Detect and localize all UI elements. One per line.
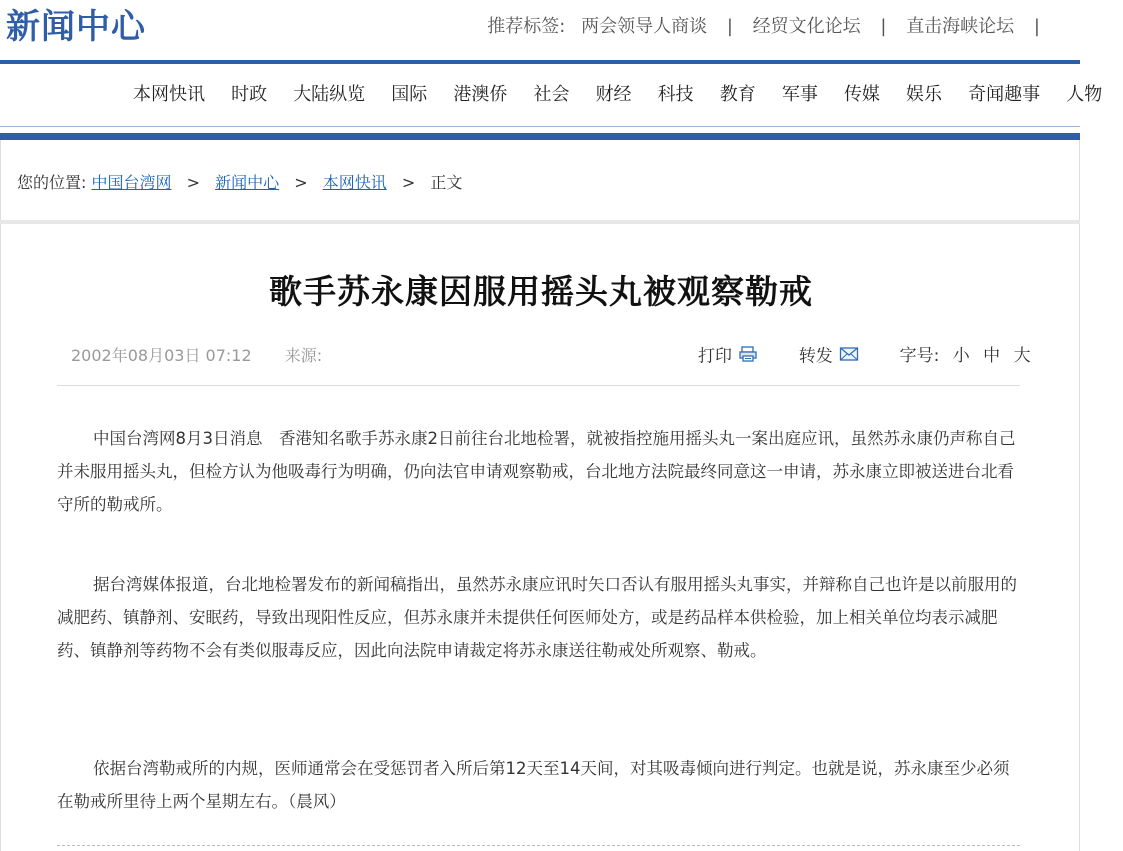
tag-separator: | xyxy=(1033,16,1040,37)
tag-separator: | xyxy=(726,16,733,37)
breadcrumb-separator: > xyxy=(401,173,416,192)
breadcrumb xyxy=(17,170,462,193)
font-size-medium[interactable]: 中 xyxy=(983,346,1001,366)
nav-item[interactable]: 大陆纵览 xyxy=(293,84,366,105)
nav-item[interactable]: 财经 xyxy=(595,84,632,105)
breadcrumb-link[interactable]: 中国台湾网 xyxy=(91,173,172,192)
article-tools xyxy=(698,341,1031,366)
article-footer-divider xyxy=(57,845,1020,846)
font-size-label: 字号: xyxy=(899,346,940,366)
forward-label: 转发 xyxy=(798,346,833,366)
recommended-tags xyxy=(487,14,1054,40)
font-size-small[interactable]: 小 xyxy=(952,346,970,366)
nav-item[interactable]: 本网快讯 xyxy=(133,84,205,105)
article-paragraph: 依据台湾勒戒所的内规，医师通常会在受惩罚者入所后第12天至14天间，对其吸毒倾向进行判定。也就是说，苏永康至少必须在勒戒所里待上两个星期左右。（晨风） xyxy=(57,759,1010,811)
nav-item[interactable]: 奇闻趣事 xyxy=(968,84,1041,105)
article-header-divider xyxy=(57,385,1020,386)
nav-item[interactable]: 人物 xyxy=(1066,84,1103,105)
nav-item[interactable]: 科技 xyxy=(657,84,694,105)
article-title: 歌手苏永康因服用摇头丸被观察勒戒 xyxy=(269,272,813,311)
print-label: 打印 xyxy=(698,346,732,366)
nav-item[interactable]: 教育 xyxy=(719,84,756,105)
nav-item[interactable]: 军事 xyxy=(781,84,818,105)
top-header xyxy=(0,0,1080,58)
envelope-icon xyxy=(839,346,859,362)
printer-icon xyxy=(738,346,758,362)
rec-tag-link[interactable]: 直击海峡论坛 xyxy=(906,16,1015,37)
nav-item[interactable]: 港澳侨 xyxy=(453,84,508,105)
breadcrumb-current: 正文 xyxy=(430,173,463,192)
content-top-band xyxy=(0,133,1080,140)
recommended-tags-label: 推荐标签: xyxy=(487,16,566,37)
breadcrumb-link[interactable]: 新闻中心 xyxy=(215,173,280,192)
print-button[interactable] xyxy=(698,344,763,364)
breadcrumb-link[interactable]: 本网快讯 xyxy=(322,173,387,192)
nav-item[interactable]: 社会 xyxy=(533,84,570,105)
site-logo[interactable]: 新闻中心 xyxy=(6,7,146,47)
nav-divider xyxy=(0,126,1080,127)
article-source: 来源: xyxy=(284,346,323,365)
breadcrumb-separator: > xyxy=(186,173,201,192)
rec-tag-link[interactable]: 两会领导人商谈 xyxy=(581,16,708,37)
main-nav xyxy=(0,64,1103,126)
article-date: 2002年08月03日 07:12 xyxy=(71,346,252,365)
nav-item[interactable]: 国际 xyxy=(391,84,428,105)
article-paragraph: 中国台湾网8月3日消息 香港知名歌手苏永康2日前往台北地检署，就被指控施用摇头丸一案出庭应讯，虽然苏永康仍声称自己并未服用摇头丸，但检方认为他吸毒行为明确，仍向法官申请观察勒戒，台北地方法院最终同意这一申请，苏永康立即被送进台北看守所的勒戒所。 xyxy=(57,429,1016,514)
nav-item[interactable]: 传媒 xyxy=(843,84,880,105)
font-size-large[interactable]: 大 xyxy=(1013,346,1031,366)
breadcrumb-label: 您的位置: xyxy=(17,173,87,192)
breadcrumb-separator: > xyxy=(294,173,308,192)
article-container xyxy=(0,224,1080,851)
nav-item[interactable]: 时政 xyxy=(231,84,268,105)
tag-separator: | xyxy=(880,16,887,37)
rec-tag-link[interactable]: 经贸文化论坛 xyxy=(752,16,861,37)
article-meta xyxy=(71,343,322,366)
breadcrumb-box xyxy=(0,140,1080,220)
article-paragraph: 据台湾媒体报道，台北地检署发布的新闻稿指出，虽然苏永康应讯时矢口否认有服用摇头丸事实，并辩称自己也许是以前服用的减肥药、镇静剂、安眠药，导致出现阳性反应，但苏永康并未提供任何医师处方，或是药品样本供检验，加上相关单位均表示减肥药、镇静剂等药物不会有类似服毒反应，因此向法院申请裁定将苏永康送往勒戒处所观察、勒戒。 xyxy=(57,575,1017,660)
forward-button[interactable] xyxy=(799,344,864,364)
nav-item[interactable]: 娱乐 xyxy=(906,84,943,105)
